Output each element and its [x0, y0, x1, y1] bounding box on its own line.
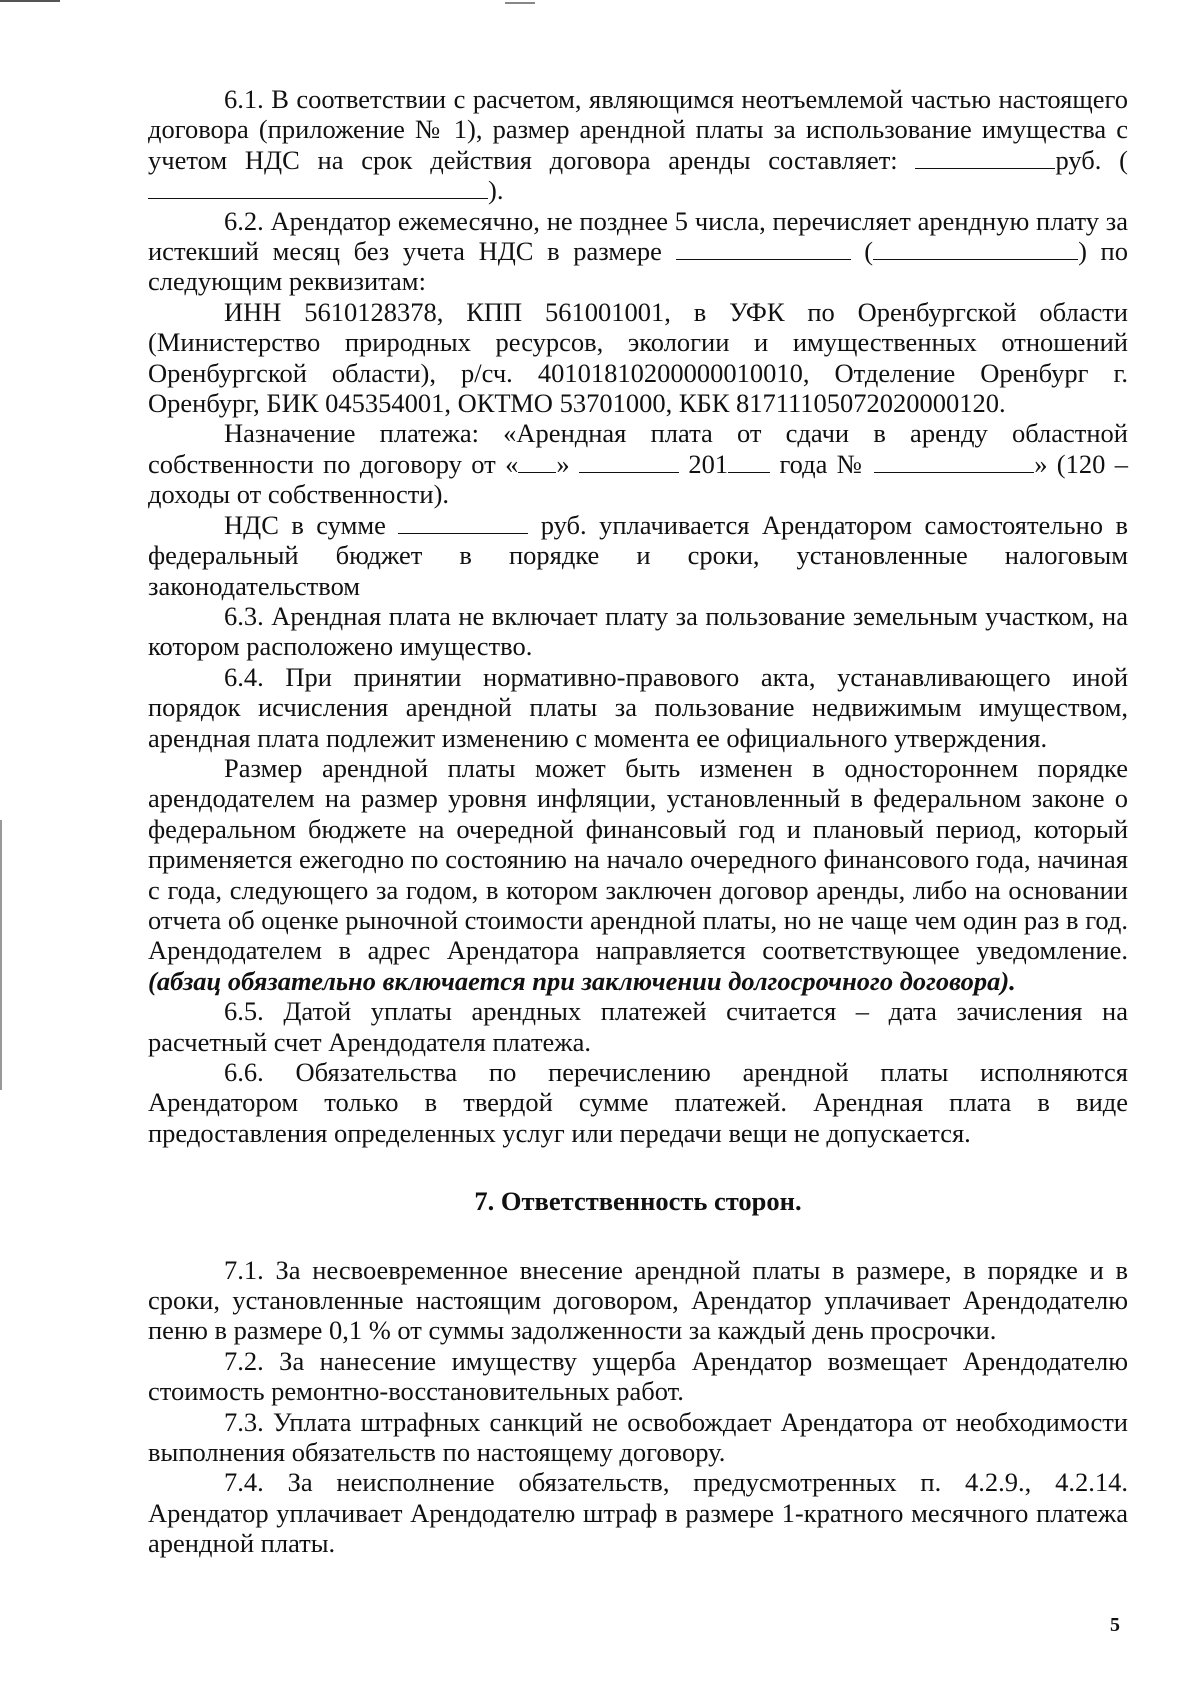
scan-top-mark: [505, 2, 535, 4]
clause-7-4: 7.4. За неисполнение обязательств, предусмотренных п. 4.2.9., 4.2.14. Арендатор уплачивает Арендодателю штраф в размере 1-кратного месячного платежа арендной платы.: [148, 1467, 1128, 1559]
clause-6-1: 6.1. В соответствии с расчетом, являющимся неотъемлемой частью настоящего договора (приложение № 1), размер арендной платы за использование имущества с учетом НДС на срок действия договора аренды составляет: руб. ().: [148, 84, 1128, 206]
blank-field: [579, 450, 679, 473]
clause-note: (абзац обязательно включается при заключении долгосрочного договора).: [148, 965, 1016, 996]
blank-field: [873, 237, 1078, 260]
clause-6-2: 6.2. Арендатор ежемесячно, не позднее 5 числа, перечисляет арендную плату за истекший месяц без учета НДС в размере ( ) по следующим реквизитам:: [148, 205, 1128, 297]
blank-field: [915, 146, 1055, 169]
scan-left-edge: [0, 820, 2, 1090]
clause-7-1: 7.1. За несвоевременное внесение арендной платы в размере, в порядке и в сроки, установленные настоящим договором, Арендатор уплачивает Арендодателю пеню в размере 0,1 % от суммы задолженности за каждый день просрочки.: [148, 1254, 1128, 1346]
section-heading-7: 7. Ответственность сторон.: [474, 1186, 802, 1217]
blank-field: [518, 450, 556, 473]
page-number: 5: [1110, 1614, 1120, 1636]
blank-field: [874, 450, 1034, 473]
blank-field: [148, 176, 488, 199]
vat-paragraph: НДС в сумме руб. уплачивается Арендатором самостоятельно в федеральный бюджет в порядке и сроки, установленные налоговым законодательством: [148, 509, 1128, 601]
clause-7-2: 7.2. За нанесение имуществу ущерба Арендатор возмещает Арендодателю стоимость ремонтно-восстановительных работ.: [148, 1345, 1128, 1407]
clause-6-6: 6.6. Обязательства по перечислению арендной платы исполняются Арендатором только в твердой сумме платежей. Арендная плата в виде предоставления определенных услуг или передачи вещи не допускается.: [148, 1057, 1128, 1148]
clause-6-3: 6.3. Арендная плата не включает плату за пользование земельным участком, на котором расположено имущество.: [148, 600, 1128, 662]
blank-field: [398, 511, 528, 534]
bank-requisites: ИНН 5610128378, КПП 561001001, в УФК по Оренбургской области (Министерство природных ресурсов, экологии и имущественных отношений Оренбургской области), р/сч. 40101810200000010010, Отделение Оренбург г. Оренбург, БИК 045354001, ОКТМО 53701000, КБК 81711105072020000120.: [148, 296, 1128, 419]
clause-6-5: 6.5. Датой уплаты арендных платежей считается – дата зачисления на расчетный счет Арендодателя платежа.: [148, 996, 1128, 1057]
payment-purpose: Назначение платежа: «Арендная плата от сдачи в аренду областной собственности по договору от « » 201 года № » (120 – доходы от собственности).: [148, 418, 1129, 510]
clause-7-3: 7.3. Уплата штрафных санкций не освобождает Арендатора от необходимости выполнения обязательств по настоящему договору.: [148, 1406, 1128, 1468]
clause-6-4-rent-change: Размер арендной платы может быть изменен в одностороннем порядке арендодателем на размер уровня инфляции, установленный в федеральном законе о федеральном бюджете на очередной финансовый год и плановый период, который применяется ежегодно по состоянию на начало очередного финансового года, начиная с года, следующего за годом, в котором заключен договор аренды, либо на основании отчета об оценке рыночной стоимости арендной платы, но не чаще чем один раз в год. Арендодателем в адрес Арендатора направляется соответствующее уведомление. (абзац обязательно включается при заключении долгосрочного договора).: [148, 752, 1128, 996]
blank-field: [728, 450, 770, 473]
scan-edge-mark: [0, 0, 60, 2]
clause-6-4: 6.4. При принятии нормативно-правового акта, устанавливающего иной порядок исчисления арендной платы за пользование недвижимым имуществом, арендная плата подлежит изменению с момента ее официального утверждения.: [148, 661, 1128, 753]
blank-field: [676, 237, 851, 260]
document-body: [148, 84, 1128, 1559]
